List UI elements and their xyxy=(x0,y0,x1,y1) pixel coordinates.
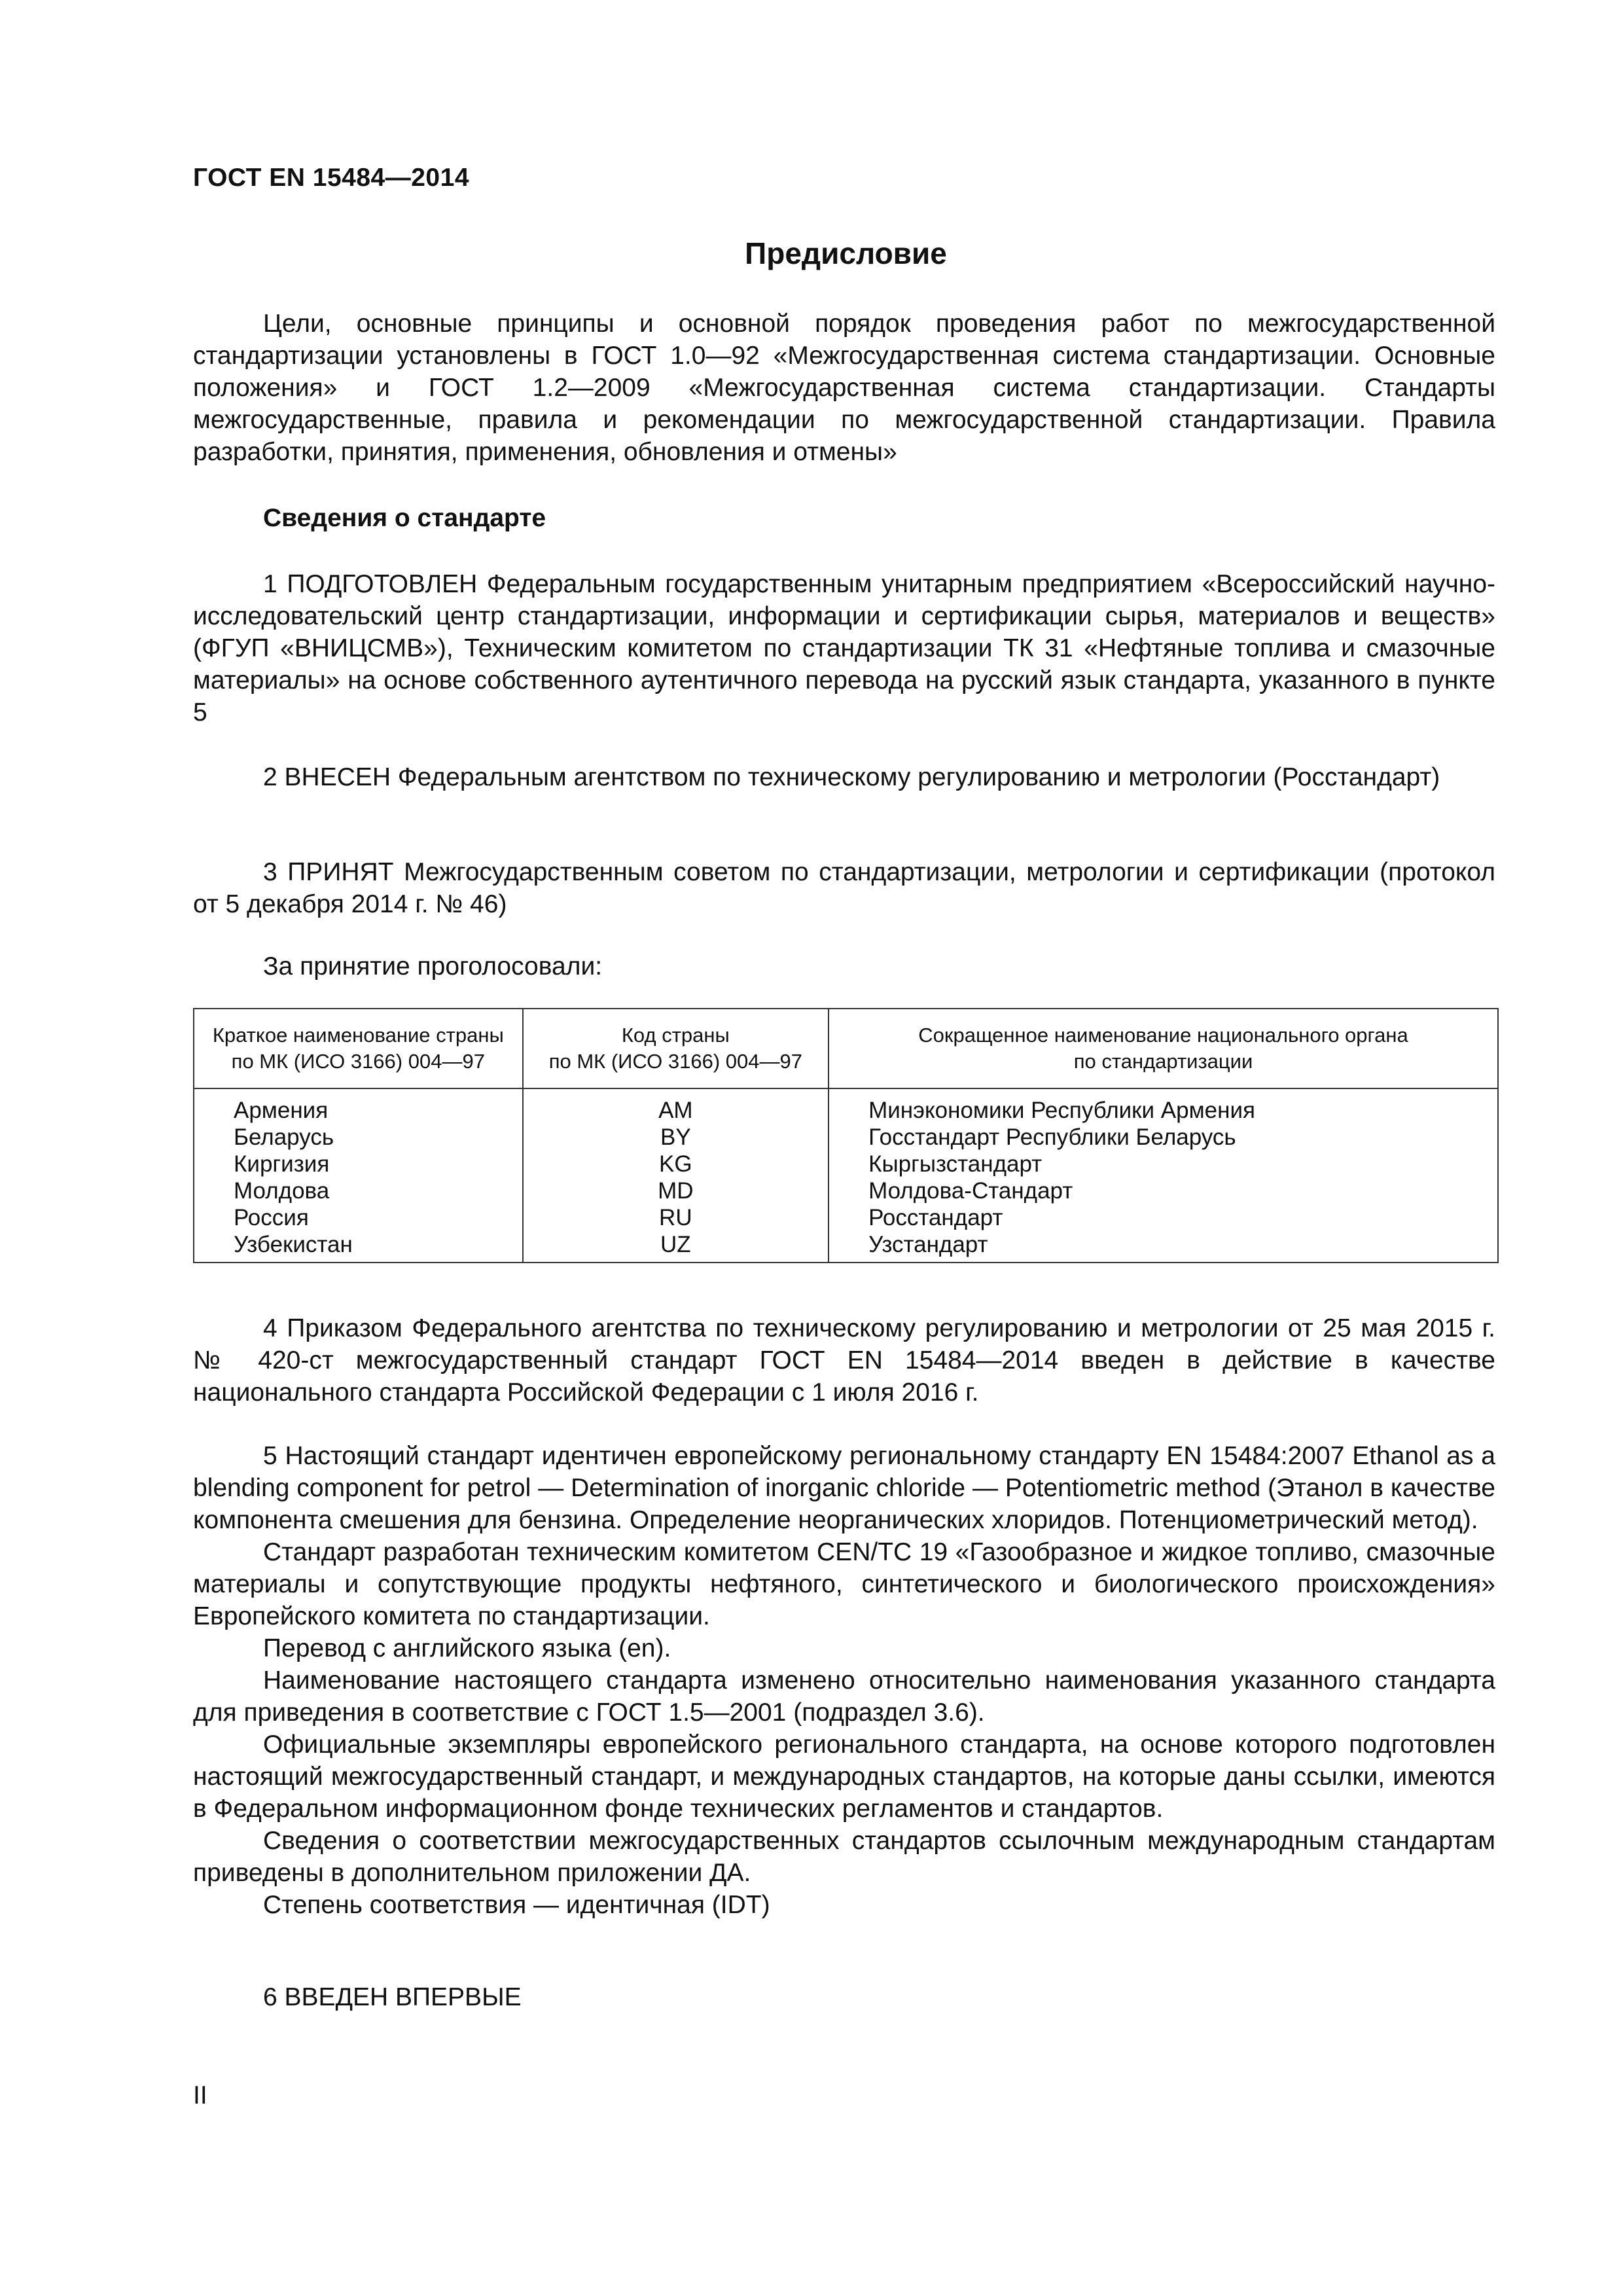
item-5-committee: Стандарт разработан техническим комитетом CEN/TC 19 «Газообразное и жидкое топливо, смазочные материалы и сопутствующие продукты нефтяного, синтетического и биологического происхождения» Европейского комитета по стандартизации. xyxy=(193,1538,1495,1630)
body-cell: Минэкономики Республики Армения xyxy=(829,1088,1498,1124)
item-5-text: 5 Настоящий стандарт идентичен европейскому региональному стандарту EN 15484:2007 Ethanol as a blending component for petrol — Determination of inorganic chloride — Potentiometric method (Этанол в качестве компонента смешения для бензина. Определение неорганических хлоридов. Потенциометрический метод). xyxy=(193,1442,1495,1534)
item-2-text: 2 ВНЕСЕН Федеральным агентством по техническому регулированию и метрологии (Росстандарт) xyxy=(263,763,1440,791)
code-cell: RU xyxy=(523,1204,829,1231)
country-cell: Киргизия xyxy=(194,1151,523,1177)
item-5-title-change: Наименование настоящего стандарта изменено относительно наименования указанного стандарта для приведения в соответствие с ГОСТ 1.5—2001 (подраздел 3.6). xyxy=(193,1666,1495,1727)
info-heading: Сведения о стандарте xyxy=(263,504,546,532)
item-5-official-copies: Официальные экземпляры европейского регионального стандарта, на основе которого подготовлен настоящий межгосударственный стандарт, и международных стандартов, на которые даны ссылки, имеются в Федеральном информационном фонде технических регламентов и стандартов. xyxy=(193,1731,1495,1823)
item-5-section xyxy=(193,1440,1495,1921)
country-cell: Армения xyxy=(194,1088,523,1124)
item-5-translation: Перевод с английского языка (en). xyxy=(263,1634,671,1662)
item-1-paragraph xyxy=(193,568,1495,728)
col-header-code xyxy=(523,1009,829,1088)
code-cell: BY xyxy=(523,1124,829,1151)
voting-table xyxy=(193,1008,1499,1263)
col-header-body xyxy=(829,1009,1498,1088)
col-header-country-line2: по МК (ИСО 3166) 004—97 xyxy=(231,1050,485,1073)
item-4-paragraph xyxy=(193,1312,1495,1408)
item-5-correspondence: Сведения о соответствии межгосударственных стандартов ссылочным международным стандартам приведены в дополнительном приложении ДА. xyxy=(193,1827,1495,1887)
item-1-text: 1 ПОДГОТОВЛЕН Федеральным государственным унитарным предприятием «Всероссийский научно-исследовательский центр стандартизации, информации и сертификации сырья, материалов и веществ» (ФГУП «ВНИЦСМВ»), Техническим комитетом по стандартизации ТК 31 «Нефтяные топлива и смазочные материалы» на основе собственного аутентичного перевода на русский язык стандарта, указанного в пункте 5 xyxy=(193,570,1495,726)
col-header-country-line1: Краткое наименование страны xyxy=(212,1024,504,1047)
col-header-body-line2: по стандартизации xyxy=(1073,1050,1253,1073)
country-cell: Беларусь xyxy=(194,1124,523,1151)
body-cell: Госстандарт Республики Беларусь xyxy=(829,1124,1498,1151)
body-cell: Росстандарт xyxy=(829,1204,1498,1231)
intro-paragraph xyxy=(193,308,1495,468)
code-cell: KG xyxy=(523,1151,829,1177)
body-cell: Кыргызстандарт xyxy=(829,1151,1498,1177)
item-6-text: 6 ВВЕДЕН ВПЕРВЫЕ xyxy=(263,1983,522,2011)
vote-intro: За принятие проголосовали: xyxy=(263,952,603,980)
intro-text: Цели, основные принципы и основной порядок проведения работ по межгосударственной стандартизации установлены в ГОСТ 1.0—92 «Межгосударственная система стандартизации. Основные положения» и ГОСТ 1.2—2009 «Межгосударственная система стандартизации. Стандарты межгосударственные, правила и рекомендации по межгосударственной стандартизации. Правила разработки, принятия, применения, обновления и отмены» xyxy=(193,310,1495,466)
table-row xyxy=(194,1177,1498,1204)
col-header-country xyxy=(194,1009,523,1088)
item-3-text: 3 ПРИНЯТ Межгосударственным советом по стандартизации, метрологии и сертификации (протокол от 5 декабря 2014 г. № 46) xyxy=(193,858,1495,918)
col-header-body-line1: Сокращенное наименование национального органа xyxy=(918,1024,1408,1047)
table-row xyxy=(194,1124,1498,1151)
col-header-code-line1: Код страны xyxy=(621,1024,730,1047)
table-row xyxy=(194,1231,1498,1263)
country-cell: Россия xyxy=(194,1204,523,1231)
body-cell: Молдова-Стандарт xyxy=(829,1177,1498,1204)
table-row xyxy=(194,1088,1498,1124)
table-row xyxy=(194,1204,1498,1231)
document-header: ГОСТ EN 15484—2014 xyxy=(193,164,470,192)
country-cell: Молдова xyxy=(194,1177,523,1204)
country-cell: Узбекистан xyxy=(194,1231,523,1263)
code-cell: MD xyxy=(523,1177,829,1204)
item-3-paragraph xyxy=(193,856,1495,920)
code-cell: UZ xyxy=(523,1231,829,1263)
item-4-text: 4 Приказом Федерального агентства по техническому регулированию и метрологии от 25 мая 2015 г. № 420-ст межгосударственный стандарт ГОСТ EN 15484—2014 введен в действие в качестве национального стандарта Российской Федерации с 1 июля 2016 г. xyxy=(193,1314,1495,1407)
code-cell: AM xyxy=(523,1088,829,1124)
page-number: II xyxy=(193,2081,207,2109)
table-header-row xyxy=(194,1009,1498,1088)
item-5-degree: Степень соответствия — идентичная (IDT) xyxy=(263,1891,770,1919)
item-2-paragraph xyxy=(193,761,1495,793)
body-cell: Узстандарт xyxy=(829,1231,1498,1263)
page-title: Предисловие xyxy=(745,236,947,270)
col-header-code-line2: по МК (ИСО 3166) 004—97 xyxy=(548,1050,802,1073)
table-row xyxy=(194,1151,1498,1177)
